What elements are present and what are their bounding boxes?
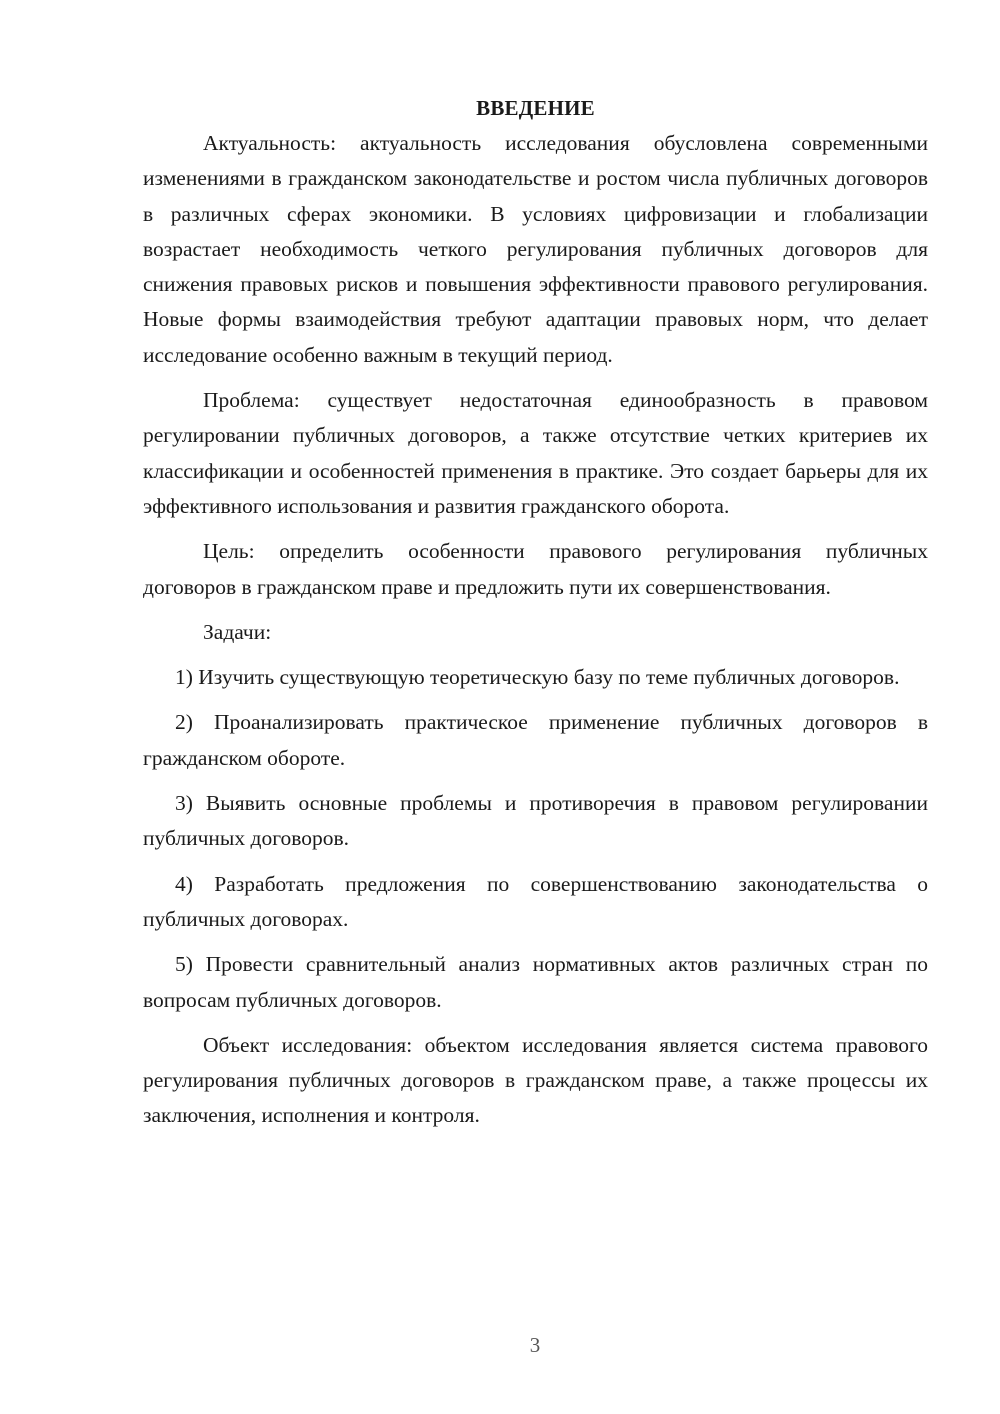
task-item-3: 3) Выявить основные проблемы и противоречия в правовом регулировании публичных договоров.	[143, 791, 928, 851]
task-item-5: 5) Провести сравнительный анализ нормативных актов различных стран по вопросам публичных договоров.	[143, 952, 928, 1012]
task-item-1: 1) Изучить существующую теоретическую базу по теме публичных договоров.	[175, 665, 900, 690]
goal-paragraph: Цель: определить особенности правового регулирования публичных договоров в гражданском праве и предложить пути их совершенствования.	[143, 539, 928, 599]
problem-paragraph: Проблема: существует недостаточная единообразность в правовом регулировании публичных договоров, а также отсутствие четких критериев их классификации и особенностей применения в практике. Это создает барьеры для их эффективного использования и развития гражданского оборота.	[143, 388, 928, 518]
task-item-2: 2) Проанализировать практическое применение публичных договоров в гражданском обороте.	[143, 710, 928, 770]
page-number: 3	[529, 1333, 541, 1357]
relevance-paragraph: Актуальность: актуальность исследования обусловлена современными изменениями в гражданском законодательстве и ростом числа публичных договоров в различных сферах экономики. В условиях цифровизации и глобализации возрастает необходимость четкого регулирования публичных договоров для снижения правовых рисков и повышения эффективности правового регулирования. Новые формы взаимодействия требуют адаптации правовых норм, что делает исследование особенно важным в текущий период.	[143, 131, 928, 367]
section-title: ВВЕДЕНИЕ	[476, 96, 595, 120]
document-page	[143, 90, 928, 1134]
task-item-4: 4) Разработать предложения по совершенствованию законодательства о публичных договорах.	[143, 871, 928, 931]
tasks-heading: Задачи:	[203, 619, 272, 644]
object-paragraph: Объект исследования: объектом исследования является система правового регулирования публичных договоров в гражданском праве, а также процессы их заключения, исполнения и контроля.	[143, 1032, 928, 1128]
